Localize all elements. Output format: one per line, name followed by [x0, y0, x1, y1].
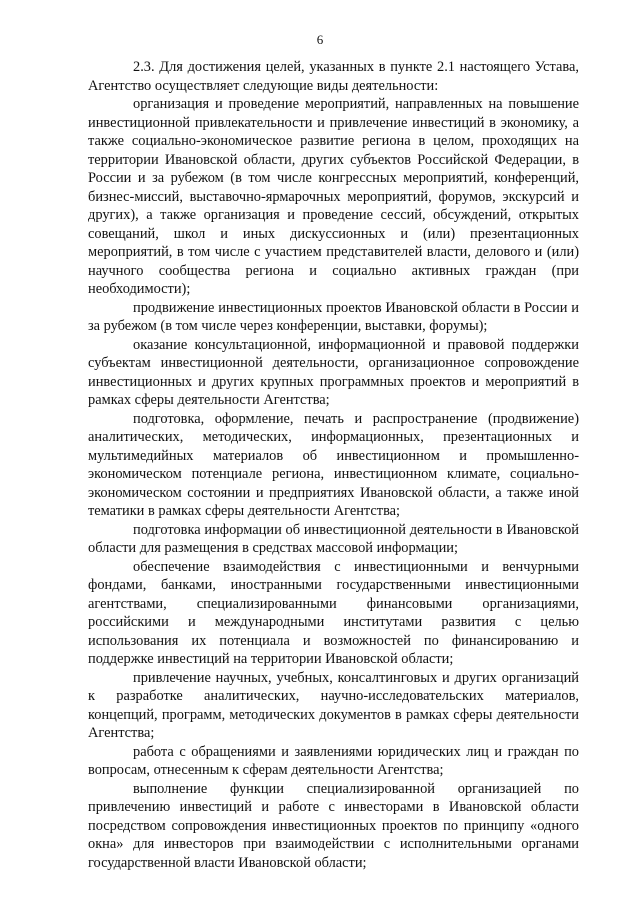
- paragraph-appeals-handling: работа с обращениями и заявлениями юридических лиц и граждан по вопросам, отнесенным к сферам деятельности Агентства;: [88, 743, 579, 778]
- paragraph-research-organizations: привлечение научных, учебных, консалтинговых и других организаций к разработке аналитических, научно-исследовательских материалов, концепций, программ, методических документов в рамках сферы деятельности Агентства;: [88, 669, 579, 741]
- page-number: 6: [316, 32, 324, 47]
- paragraph-materials-preparation: подготовка, оформление, печать и распространение (продвижение) аналитических, методических, информационных, презентационных и мультимедийных материалов об инвестиционном и промышленно-экономическом потенциале региона, инвестиционном климате, социально-экономическом состоянии и предприятиях Ивановской области, а также иной тематики в рамках сферы деятельности Агентства;: [88, 410, 579, 519]
- paragraph-consulting-support: оказание консультационной, информационной и правовой поддержки субъектам инвестиционной деятельности, организационное сопровождение инвестиционных и других крупных программных проектов и мероприятий в рамках сферы деятельности Агентства;: [88, 336, 579, 408]
- paragraph-funds-interaction: обеспечение взаимодействия с инвестиционными и венчурными фондами, банками, иностранными государственными инвестиционными агентствами, специализированными финансовыми организациями, российскими и международными институтами развития с целью использования их потенциала и возможностей по финансированию и поддержке инвестиций на территории Ивановской области;: [88, 558, 579, 667]
- document-body: [88, 58, 579, 872]
- paragraph-one-window-function: выполнение функции специализированной организацией по привлечению инвестиций и работе с инвесторами в Ивановской области посредством сопровождения инвестиционных проектов по принципу «одного окна» для инвесторов при взаимодействии с исполнительными органами государственной власти Ивановской области;: [88, 780, 579, 871]
- paragraph-section-2-3-intro: 2.3. Для достижения целей, указанных в пункте 2.1 настоящего Устава, Агентство осуществляет следующие виды деятельности:: [88, 59, 579, 94]
- paragraph-projects-promotion: продвижение инвестиционных проектов Ивановской области в России и за рубежом (в том числе через конференции, выставки, форумы);: [88, 299, 579, 334]
- paragraph-events-organization: организация и проведение мероприятий, направленных на повышение инвестиционной привлекательности и привлечение инвестиций в экономику, а также социально-экономическое развитие региона в целом, проходящих на территории Ивановской области, других субъектов Российской Федерации, в России и за рубежом (в том числе конгрессных мероприятий, конференций, бизнес-миссий, выставочно-ярмарочных мероприятий, форумов, экскурсий и других), а также организация и проведение сессий, обсуждений, открытых совещаний, школ и иных дискуссионных и (или) презентационных мероприятий, в том числе с участием представителей власти, делового и (или) научного сообщества региона и социально активных граждан (при необходимости);: [88, 96, 579, 297]
- paragraph-media-information: подготовка информации об инвестиционной деятельности в Ивановской области для размещения в средствах массовой информации;: [88, 521, 579, 556]
